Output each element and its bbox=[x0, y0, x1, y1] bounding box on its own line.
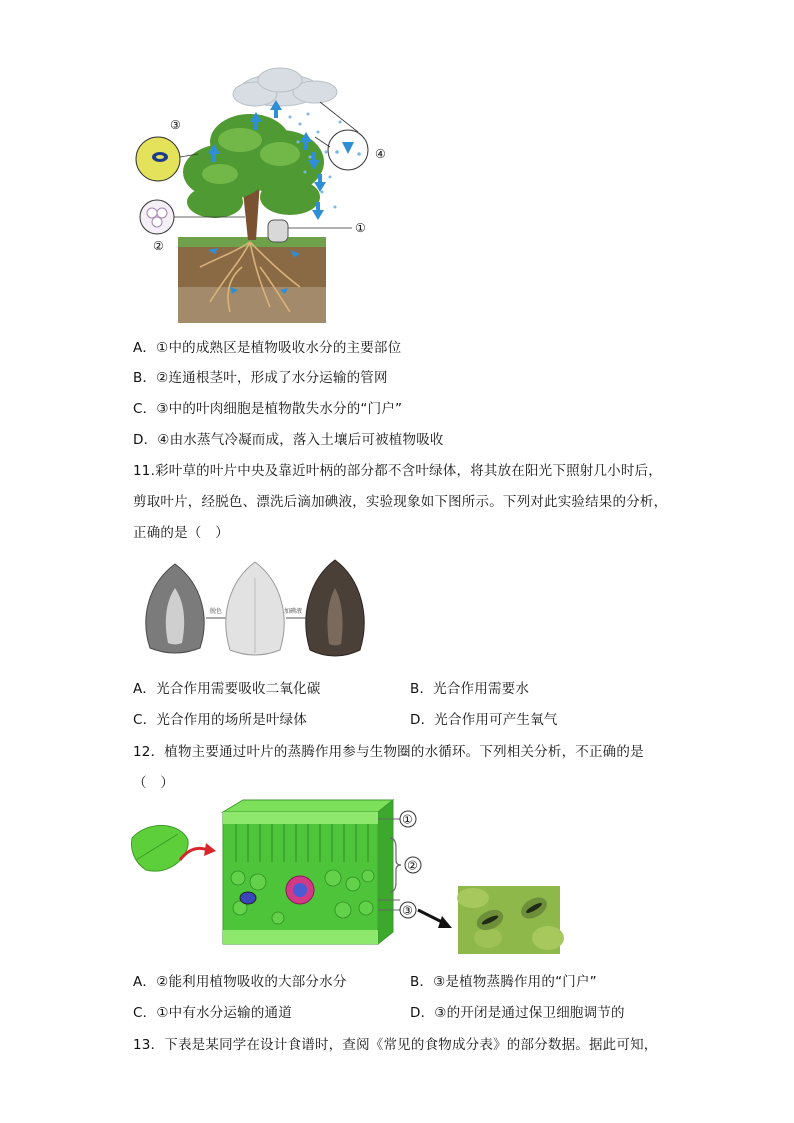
q12-marker-1: ① bbox=[402, 812, 413, 827]
leaf-original bbox=[146, 564, 204, 653]
marker-3: ③ bbox=[170, 118, 181, 132]
marker-1: ① bbox=[355, 221, 366, 235]
q11-option-a: A．光合作用需要吸收二氧化碳 bbox=[133, 681, 321, 697]
label-add-iodine: 加碘液 bbox=[284, 608, 303, 615]
q12-stem-line-1: 12．植物主要通过叶片的蒸腾作用参与生物圈的水循环。下列相关分析，不正确的是 bbox=[133, 744, 644, 760]
water-cycle-figure bbox=[130, 62, 400, 327]
q12-option-a: A．②能利用植物吸收的大部分水分 bbox=[133, 974, 347, 990]
q12-marker-2: ② bbox=[407, 858, 418, 873]
q11-stem-line-2: 剪取叶片，经脱色、漂洗后滴加碘液，实验现象如下图所示。下列对此实验结果的分析， bbox=[133, 494, 668, 510]
q10-option-b: B．②连通根茎叶，形成了水分运输的管网 bbox=[133, 370, 388, 386]
q10-option-a: A．①中的成熟区是植物吸收水分的主要部位 bbox=[133, 340, 402, 356]
q10-option-c: C．③中的叶肉细胞是植物散失水分的“门户” bbox=[133, 401, 403, 417]
label-decolor: 脱色 bbox=[210, 608, 223, 615]
leaf-decolorized bbox=[226, 562, 284, 655]
q11-option-c: C．光合作用的场所是叶绿体 bbox=[133, 712, 308, 728]
leaf-cross-section bbox=[223, 800, 393, 944]
stomata-photo bbox=[457, 886, 564, 954]
q12-option-c: C．①中有水分运输的通道 bbox=[133, 1005, 292, 1021]
q11-stem-line-3: 正确的是（ ） bbox=[133, 525, 229, 541]
q11-option-b: B．光合作用需要水 bbox=[410, 681, 530, 697]
q10-option-d: D．④由水蒸气冷凝而成，落入土壤后可被植物吸收 bbox=[133, 432, 444, 448]
marker-2: ② bbox=[153, 239, 164, 253]
q12-option-d: D．③的开闭是通过保卫细胞调节的 bbox=[410, 1005, 625, 1021]
root-tip bbox=[268, 220, 288, 242]
q12-option-b: B．③是植物蒸腾作用的“门户” bbox=[410, 974, 597, 990]
leaf-iodine-stained bbox=[306, 560, 364, 656]
leaf-experiment-figure bbox=[130, 558, 370, 666]
leaf-icon bbox=[132, 825, 189, 871]
cloud bbox=[233, 68, 337, 106]
q12-stem-line-2: （ ） bbox=[133, 775, 175, 791]
q11-stem-line-1: 11.彩叶草的叶片中央及靠近叶柄的部分都不含叶绿体，将其放在阳光下照射几小时后， bbox=[133, 463, 662, 479]
q13-stem-line-1: 13．下表是某同学在设计食谱时，查阅《常见的食物成分表》的部分数据。据此可知， bbox=[133, 1037, 658, 1053]
marker-4: ④ bbox=[375, 147, 386, 161]
q11-option-d: D．光合作用可产生氧气 bbox=[410, 712, 558, 728]
leaf-structure-figure bbox=[128, 798, 568, 958]
q12-marker-3: ③ bbox=[402, 903, 413, 918]
